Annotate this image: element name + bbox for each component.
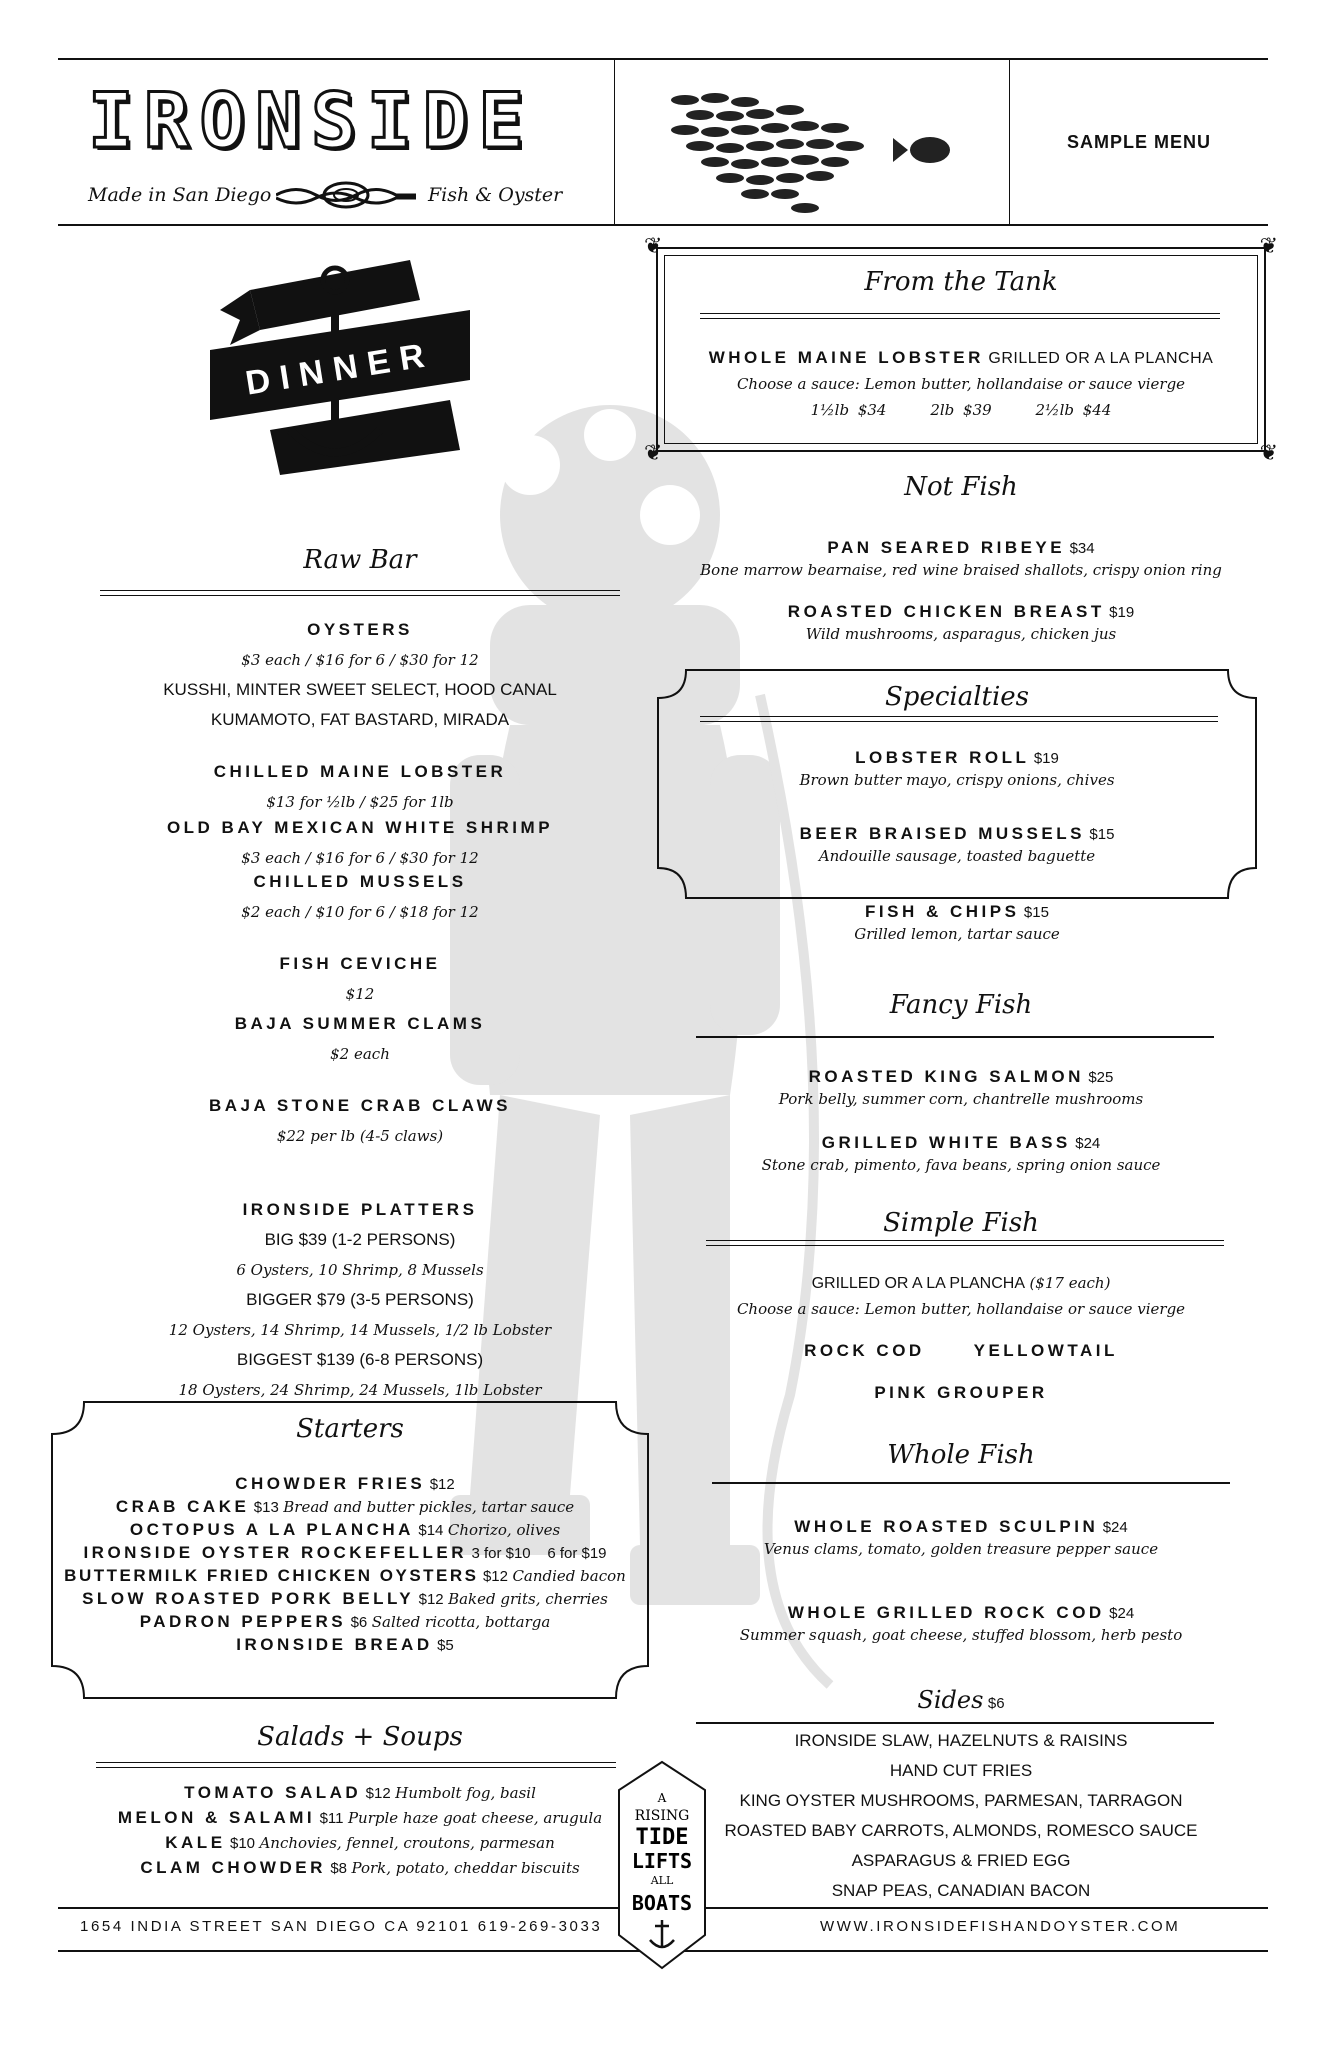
item-name: GRILLED WHITE BASS (821, 1133, 1071, 1152)
item-name: BUTTERMILK FRIED CHICKEN OYSTERS (64, 1566, 479, 1585)
item-name: OCTOPUS A LA PLANCHA (129, 1520, 414, 1539)
item-price: $11 (319, 1810, 344, 1827)
item-desc: Choose a sauce: Lemon butter, hollandaise or sauce vierge (736, 375, 1186, 393)
fish-option: YELLOWTAIL (973, 1341, 1118, 1360)
footer-website: WWW.IRONSIDEFISHANDOYSTER.COM (820, 1918, 1181, 1935)
item-price: $24 (1075, 1135, 1101, 1152)
fish-illustration-cell (614, 60, 1009, 224)
item-desc: Grilled lemon, tartar sauce (854, 925, 1060, 943)
section-title-raw-bar: Raw Bar (303, 545, 417, 575)
item-price: $15 (1089, 826, 1115, 843)
item-price: $10 (229, 1835, 256, 1852)
item-name: WHOLE GRILLED ROCK COD (787, 1603, 1105, 1622)
item-name: BEER BRAISED MUSSELS (799, 824, 1085, 843)
tank-item (656, 345, 1266, 423)
item-name: ROASTED KING SALMON (808, 1067, 1084, 1086)
section-title-fancy-fish: Fancy Fish (889, 990, 1033, 1020)
platter-size: BIG $39 (1-2 PERSONS) (264, 1230, 456, 1249)
item-name: ROASTED CHICKEN BREAST (787, 602, 1105, 621)
item-name: IRONSIDE BREAD (236, 1635, 433, 1654)
item-name: IRONSIDE OYSTER ROCKEFELLER (83, 1543, 467, 1562)
ornament-icon: ❦ (644, 440, 663, 465)
menu-header (58, 58, 1268, 226)
item-desc: Andouille sausage, toasted baguette (818, 847, 1096, 865)
tagline-location: Made in San Diego (88, 184, 272, 206)
item-name: BAJA SUMMER CLAMS (234, 1014, 486, 1033)
item-price: $24 (1102, 1519, 1128, 1536)
tagline-fish-oyster: Fish & Oyster (428, 184, 563, 206)
item-name: CHILLED MUSSELS (253, 872, 467, 891)
item-desc: Pork belly, summer corn, chantrelle mushrooms (778, 1090, 1144, 1108)
item-desc: Purple haze goat cheese, arugula (347, 1809, 603, 1827)
side-item: ASPARAGUS & FRIED EGG (851, 1851, 1071, 1870)
salads-items (100, 1780, 620, 1880)
item-name: KALE (165, 1833, 226, 1852)
item-name: CHOWDER FRIES (235, 1474, 426, 1493)
item-price: $14 (418, 1522, 444, 1539)
logo-cell (58, 60, 614, 224)
oyster-varieties: KUMAMOTO, FAT BASTARD, MIRADA (210, 710, 510, 729)
item-price: $22 per lb (4-5 claws) (276, 1127, 444, 1145)
item-price: $12 (365, 1785, 391, 1802)
item-price: $2 each / $10 for 6 / $18 for 12 (241, 903, 479, 921)
item-price: $6 (350, 1614, 368, 1631)
sample-menu-cell (1009, 60, 1268, 224)
item-desc: Brown butter mayo, crispy onions, chives (799, 771, 1115, 789)
platter-size: BIGGER $79 (3-5 PERSONS) (246, 1290, 474, 1309)
section-title-whole-fish: Whole Fish (887, 1440, 1035, 1470)
badge-word: LIFTS (631, 1849, 693, 1873)
section-title-sides: Sides (917, 1686, 984, 1714)
rope-knot-icon (276, 178, 416, 212)
brand-logo: IRONSIDE (88, 76, 535, 165)
item-name: TOMATO SALAD (184, 1783, 362, 1802)
tank-size: 1½lb $34 (810, 401, 887, 419)
item-price: $12 (345, 985, 375, 1003)
ornament-icon: ❦ (1259, 440, 1278, 465)
side-item: SNAP PEAS, CANADIAN BACON (831, 1881, 1091, 1900)
platter-desc: 6 Oysters, 10 Shrimp, 8 Mussels (236, 1261, 484, 1279)
platter-size: BIGGEST $139 (6-8 PERSONS) (236, 1350, 484, 1369)
item-name: CRAB CAKE (115, 1497, 250, 1516)
platter-desc: 12 Oysters, 14 Shrimp, 14 Mussels, 1/2 lb Lobster (168, 1321, 552, 1339)
item-desc: Chorizo, olives (447, 1521, 561, 1539)
badge-word: BOATS (631, 1891, 693, 1915)
item-desc: Summer squash, goat cheese, stuffed blossom, herb pesto (739, 1626, 1183, 1644)
simple-fish-line: GRILLED OR A LA PLANCHA (811, 1275, 1025, 1292)
item-price: $8 (330, 1860, 347, 1877)
section-title-specialties: Specialties (884, 682, 1030, 712)
badge-word: TIDE (635, 1825, 689, 1850)
item-name: OYSTERS (307, 620, 413, 639)
item-name: CHILLED MAINE LOBSTER (213, 762, 507, 781)
badge-word: ALL (650, 1874, 674, 1887)
item-price: $34 (1069, 540, 1095, 557)
section-title-not-fish: Not Fish (904, 472, 1018, 502)
oyster-varieties: KUSSHI, MINTER SWEET SELECT, HOOD CANAL (163, 680, 557, 699)
sample-menu-label: SAMPLE MENU (1066, 131, 1211, 152)
dinner-label: DINNER (242, 335, 437, 403)
badge-word: RISING (634, 1808, 690, 1824)
badge-word: A (657, 1791, 667, 1805)
item-name: WHOLE ROASTED SCULPIN (794, 1517, 1099, 1536)
side-item: KING OYSTER MUSHROOMS, PARMESAN, TARRAGON (739, 1791, 1183, 1810)
item-desc: Pork, potato, cheddar biscuits (351, 1859, 580, 1877)
raw-bar-items (100, 615, 620, 1405)
section-title-from-the-tank: From the Tank (864, 267, 1058, 297)
item-name: WHOLE MAINE LOBSTER (708, 348, 984, 367)
starters-items (50, 1472, 640, 1656)
item-desc: Venus clams, tomato, golden treasure pepper sauce (763, 1540, 1159, 1558)
platter-desc: 18 Oysters, 24 Shrimp, 24 Mussels, 1lb Lobster (178, 1381, 542, 1399)
item-price: $24 (1109, 1605, 1135, 1622)
sides-list (656, 1726, 1266, 1906)
simple-fish-items (656, 1270, 1266, 1406)
item-price: $12 (429, 1476, 455, 1493)
side-item: HAND CUT FRIES (889, 1761, 1033, 1780)
item-name: LOBSTER ROLL (855, 748, 1030, 767)
tank-size: 2lb $39 (930, 401, 992, 419)
item-note: GRILLED OR A LA PLANCHA (988, 350, 1214, 367)
item-name: CLAM CHOWDER (140, 1858, 326, 1877)
item-desc: Anchovies, fennel, croutons, parmesan (259, 1834, 555, 1852)
item-price: $19 (1033, 750, 1059, 767)
fish-option: ROCK COD (804, 1341, 925, 1360)
item-name: PAN SEARED RIBEYE (827, 538, 1066, 557)
item-desc: Salted ricotta, bottarga (371, 1613, 551, 1631)
footer-address: 1654 INDIA STREET SAN DIEGO CA 92101 619-269-3033 (80, 1918, 603, 1935)
item-price: 3 for $10 6 for $19 (471, 1545, 607, 1562)
item-price: $5 (437, 1637, 454, 1654)
item-price: $2 each (330, 1045, 390, 1063)
ornament-icon: ❦ (644, 233, 663, 258)
item-price: $3 each / $16 for 6 / $30 for 12 (241, 849, 479, 867)
item-desc: Humbolt fog, basil (395, 1784, 536, 1802)
item-price: $13 (253, 1499, 279, 1516)
item-price: $3 each / $16 for 6 / $30 for 12 (241, 651, 479, 669)
whole-fish-items (656, 1514, 1266, 1648)
section-title-simple-fish: Simple Fish (883, 1208, 1039, 1238)
item-price: $19 (1109, 604, 1135, 621)
item-desc: Wild mushrooms, asparagus, chicken jus (805, 625, 1117, 643)
ornament-icon: ❦ (1259, 233, 1278, 258)
fish-option: PINK GROUPER (874, 1383, 1048, 1402)
item-price: $13 for ½lb / $25 for 1lb (266, 793, 454, 811)
side-item: ROASTED BABY CARROTS, ALMONDS, ROMESCO SAUCE (724, 1821, 1198, 1840)
item-price: $12 (418, 1591, 444, 1608)
item-price: $15 (1023, 904, 1049, 921)
item-name: MELON & SALAMI (117, 1808, 316, 1827)
not-fish-items (656, 535, 1266, 647)
item-name: SLOW ROASTED PORK BELLY (82, 1589, 415, 1608)
specialties-items (656, 745, 1258, 947)
simple-fish-price: ($17 each) (1029, 1274, 1111, 1292)
item-price: $25 (1088, 1069, 1114, 1086)
item-name: BAJA STONE CRAB CLAWS (208, 1096, 512, 1115)
rising-tide-badge (617, 1760, 707, 1970)
item-desc: Baked grits, cherries (448, 1590, 608, 1608)
item-name: FISH & CHIPS (865, 902, 1020, 921)
item-desc: Choose a sauce: Lemon butter, hollandaise or sauce vierge (736, 1300, 1186, 1318)
tank-size: 2½lb $44 (1035, 401, 1112, 419)
fancy-fish-items (656, 1064, 1266, 1178)
section-title-starters: Starters (296, 1414, 404, 1444)
item-desc: Bread and butter pickles, tartar sauce (283, 1498, 575, 1516)
item-name: IRONSIDE PLATTERS (242, 1200, 478, 1219)
item-name: PADRON PEPPERS (139, 1612, 347, 1631)
sides-heading (656, 1686, 1266, 1714)
sides-price: $6 (987, 1695, 1005, 1712)
item-desc: Stone crab, pimento, fava beans, spring onion sauce (761, 1156, 1161, 1174)
item-desc: Candied bacon (512, 1567, 626, 1585)
item-name: OLD BAY MEXICAN WHITE SHRIMP (166, 818, 554, 837)
item-price: $12 (482, 1568, 508, 1585)
item-name: FISH CEVICHE (279, 954, 441, 973)
fish-school-icon (645, 70, 985, 220)
side-item: IRONSIDE SLAW, HAZELNUTS & RAISINS (794, 1731, 1128, 1750)
section-title-salads-soups: Salads + Soups (257, 1722, 463, 1752)
item-desc: Bone marrow bearnaise, red wine braised shallots, crispy onion ring (700, 561, 1222, 579)
